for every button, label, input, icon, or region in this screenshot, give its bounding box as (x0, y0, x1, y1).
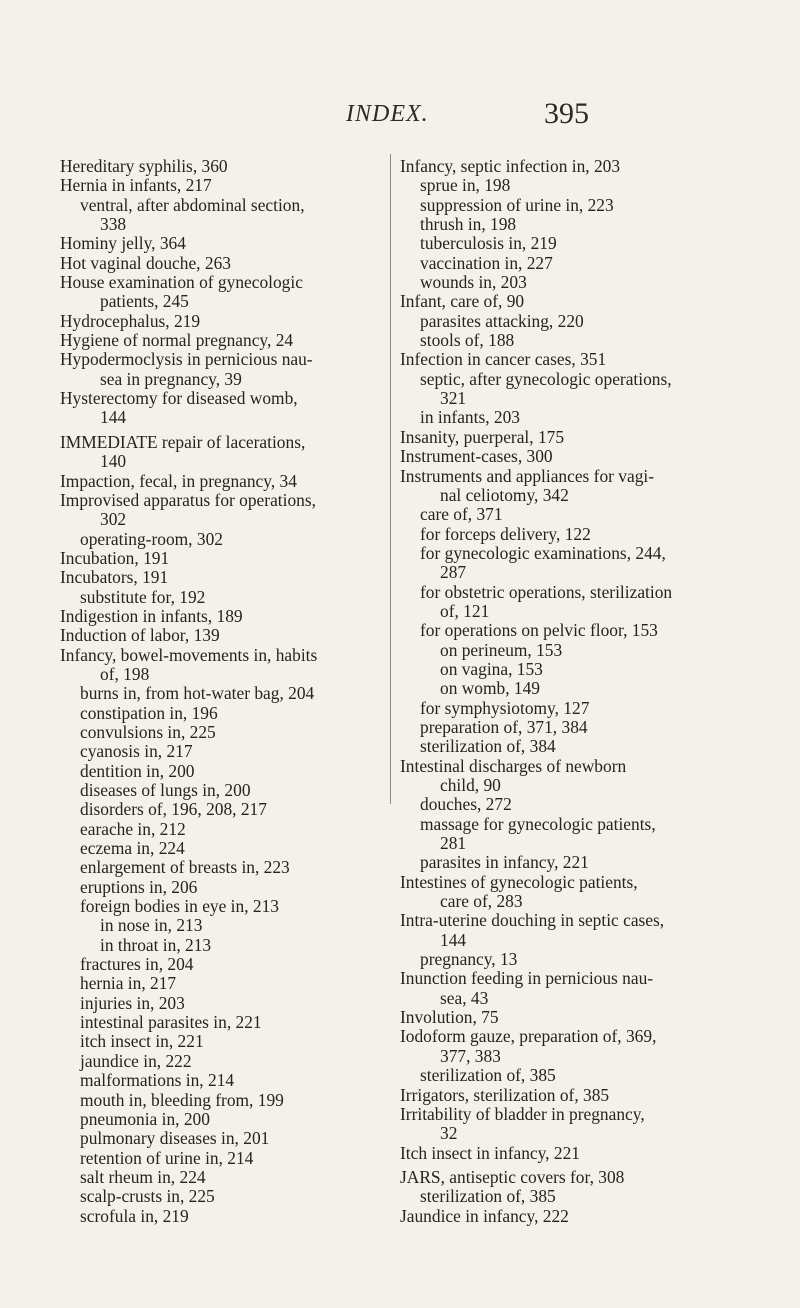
index-subentry: preparation of, 371, 384 (420, 716, 588, 737)
index-subentry: enlargement of breasts in, 223 (80, 857, 290, 878)
index-subentry: diseases of lungs in, 200 (80, 780, 251, 800)
index-subentry: suppression of urine in, 223 (420, 194, 614, 215)
index-subentry: eczema in, 224 (80, 838, 185, 859)
index-subentry: in infants, 203 (420, 407, 520, 428)
index-column-left (60, 157, 388, 1226)
index-subentry: parasites attacking, 220 (420, 310, 584, 331)
index-subentry: for symphysiotomy, 127 (420, 697, 590, 718)
index-subentry: 144 (100, 407, 127, 428)
index-subentry: 287 (440, 562, 467, 583)
index-entry: Intestinal discharges of newborn (400, 755, 627, 776)
index-subentry: for obstetric operations, sterilization (420, 581, 673, 602)
index-subentry: in nose in, 213 (100, 915, 203, 936)
index-subentry: sea in pregnancy, 39 (100, 368, 242, 389)
index-subentry: sterilization of, 384 (420, 736, 556, 757)
index-subentry: douches, 272 (420, 794, 512, 815)
index-subentry: tuberculosis in, 219 (420, 233, 557, 254)
index-subentry: child, 90 (440, 775, 501, 795)
index-entry: Itch insect in infancy, 221 (400, 1142, 580, 1163)
index-subentry: scalp-crusts in, 225 (80, 1186, 215, 1207)
index-subentry: 140 (100, 451, 127, 472)
index-subentry: fractures in, 204 (80, 954, 194, 975)
index-subentry: on womb, 149 (440, 678, 540, 699)
index-subentry: jaundice in, 222 (80, 1050, 192, 1071)
index-subentry: sprue in, 198 (420, 175, 511, 196)
index-subentry: substitute for, 192 (80, 586, 206, 607)
index-entry: Hernia in infants, 217 (60, 175, 212, 196)
index-subentry: stools of, 188 (420, 330, 515, 351)
index-subentry: injuries in, 203 (80, 992, 185, 1013)
index-entry: Hydrocephalus, 219 (60, 310, 201, 331)
index-entry: House examination of gynecologic (60, 272, 303, 293)
index-subentry: for operations on pelvic floor, 153 (420, 620, 658, 641)
index-subentry: 32 (440, 1123, 458, 1144)
index-entry: Instruments and appliances for vagi- (400, 465, 655, 486)
index-subentry: massage for gynecologic patients, (420, 813, 656, 834)
index-subentry: care of, 371 (420, 504, 503, 525)
index-subentry: 144 (440, 929, 467, 950)
index-subentry: eruptions in, 206 (80, 876, 198, 897)
index-entry: Intra-uterine douching in septic cases, (400, 910, 665, 931)
index-subentry: mouth in, bleeding from, 199 (80, 1089, 284, 1110)
index-subentry: retention of urine in, 214 (80, 1147, 254, 1168)
index-entry: Impaction, fecal, in pregnancy, 34 (60, 470, 297, 491)
index-entry: Instrument-cases, 300 (400, 446, 553, 467)
index-entry: Hygiene of normal pregnancy, 24 (60, 330, 294, 351)
index-subentry: septic, after gynecologic operations, (420, 368, 672, 389)
index-entry: JARS, antiseptic covers for, 308 (400, 1166, 625, 1187)
index-subentry: in throat in, 213 (100, 934, 212, 955)
index-entry: Incubation, 191 (60, 547, 170, 568)
index-subentry: sterilization of, 385 (420, 1186, 556, 1207)
index-entry: Irritability of bladder in pregnancy, (400, 1103, 645, 1124)
index-subentry: earache in, 212 (80, 818, 186, 839)
index-entry: Iodoform gauze, preparation of, 369, (400, 1026, 657, 1047)
index-entry: Infant, care of, 90 (400, 291, 525, 312)
index-subentry: malformations in, 214 (80, 1070, 235, 1091)
index-subentry: nal celiotomy, 342 (440, 484, 569, 505)
index-subentry: parasites in infancy, 221 (420, 852, 589, 873)
index-subentry: ventral, after abdominal section, (80, 194, 305, 215)
index-entry: Hypodermoclysis in pernicious nau- (60, 349, 313, 370)
index-entry: Hereditary syphilis, 360 (60, 156, 228, 176)
index-subentry: for forceps delivery, 122 (420, 523, 591, 544)
index-entry: Improvised apparatus for operations, (60, 489, 316, 510)
index-subentry: cyanosis in, 217 (80, 741, 193, 762)
index-subentry: constipation in, 196 (80, 702, 218, 723)
index-entry: Jaundice in infancy, 222 (400, 1205, 569, 1226)
index-entry: Infection in cancer cases, 351 (400, 349, 607, 370)
index-subentry: pneumonia in, 200 (80, 1108, 210, 1129)
index-subentry: of, 121 (440, 600, 490, 621)
index-subentry: dentition in, 200 (80, 760, 195, 781)
index-subentry: sea, 43 (440, 987, 489, 1008)
index-entry: Infancy, septic infection in, 203 (400, 156, 621, 176)
index-entry: Hysterectomy for diseased womb, (60, 388, 298, 409)
index-entry: Involution, 75 (400, 1007, 499, 1028)
index-subentry: itch insect in, 221 (80, 1031, 204, 1052)
index-entry: Insanity, puerperal, 175 (400, 426, 565, 447)
index-subentry: for gynecologic examinations, 244, (420, 542, 666, 563)
index-entry: IMMEDIATE repair of lacerations, (60, 431, 306, 452)
index-subentry: 321 (440, 388, 467, 409)
index-entry: Hominy jelly, 364 (60, 233, 186, 254)
index-subentry: 302 (100, 509, 127, 530)
index-subentry: operating-room, 302 (80, 528, 223, 549)
index-entry: Inunction feeding in pernicious nau- (400, 968, 654, 989)
column-divider (390, 154, 391, 804)
index-entry: Indigestion in infants, 189 (60, 605, 243, 626)
index-entry: Induction of labor, 139 (60, 625, 220, 646)
index-subentry: pulmonary diseases in, 201 (80, 1128, 270, 1149)
index-subentry: intestinal parasites in, 221 (80, 1012, 262, 1033)
index-subentry: care of, 283 (440, 891, 523, 912)
index-entry: Irrigators, sterilization of, 385 (400, 1084, 610, 1105)
index-subentry: sterilization of, 385 (420, 1065, 556, 1086)
index-subentry: burns in, from hot-water bag, 204 (80, 683, 315, 704)
index-subentry: foreign bodies in eye in, 213 (80, 896, 279, 917)
index-subentry: on vagina, 153 (440, 658, 543, 679)
index-subentry: 377, 383 (440, 1045, 501, 1066)
index-subentry: vaccination in, 227 (420, 252, 553, 273)
index-subentry: on perineum, 153 (440, 639, 563, 660)
index-entry: Incubators, 191 (60, 567, 169, 588)
index-subentry: patients, 245 (100, 291, 189, 312)
index-column-right (400, 157, 738, 1226)
index-entry: Infancy, bowel-movements in, habits (60, 644, 318, 665)
index-subentry: 338 (100, 214, 127, 235)
index-subentry: thrush in, 198 (420, 214, 517, 235)
index-subentry: 281 (440, 833, 467, 854)
index-subentry: disorders of, 196, 208, 217 (80, 799, 267, 820)
index-subentry: convulsions in, 225 (80, 721, 216, 742)
index-entry: Hot vaginal douche, 263 (60, 252, 231, 273)
index-subentry: scrofula in, 219 (80, 1205, 189, 1226)
index-entry: Intestines of gynecologic patients, (400, 871, 638, 892)
index-subentry: hernia in, 217 (80, 973, 177, 994)
running-header-title: INDEX. (346, 101, 429, 127)
index-subentry: of, 198 (100, 663, 150, 684)
index-subentry: wounds in, 203 (420, 272, 527, 293)
page-number: 395 (544, 97, 589, 130)
index-subentry: pregnancy, 13 (420, 949, 518, 970)
index-subentry: salt rheum in, 224 (80, 1166, 206, 1187)
